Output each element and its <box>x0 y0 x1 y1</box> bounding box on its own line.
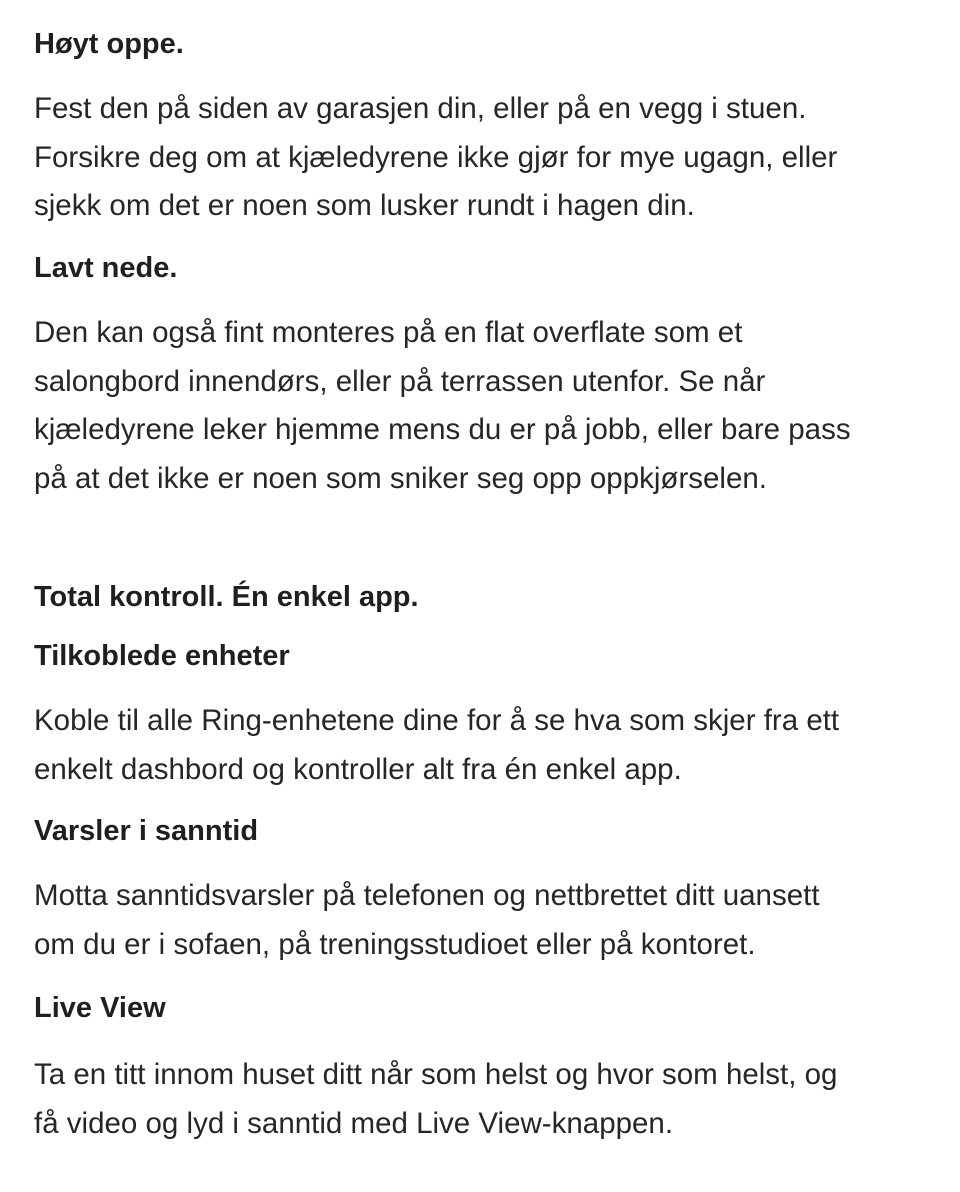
text-line: sjekk om det er noen som lusker rundt i hagen din. <box>34 189 695 222</box>
paragraph-lavt-nede <box>34 309 934 503</box>
paragraph-live-view <box>34 1051 934 1148</box>
heading-tilkoblede-enheter: Tilkoblede enheter <box>34 640 290 672</box>
heading-live-view: Live View <box>34 992 166 1024</box>
text-line: kjæledyrene leker hjemme mens du er på jobb, eller bare pass <box>34 413 851 446</box>
text-line: Motta sanntidsvarsler på telefonen og nettbrettet ditt uansett <box>34 879 820 912</box>
heading-hoyt-oppe: Høyt oppe. <box>34 28 184 60</box>
paragraph-tilkoblede-enheter <box>34 697 934 794</box>
heading-varsler-i-sanntid: Varsler i sanntid <box>34 815 259 847</box>
heading-lavt-nede: Lavt nede. <box>34 252 178 284</box>
text-line: få video og lyd i sanntid med Live View-knappen. <box>34 1106 674 1140</box>
text-line: Forsikre deg om at kjæledyrene ikke gjør for mye ugagn, eller <box>34 140 838 174</box>
paragraph-hoyt-oppe <box>34 85 934 231</box>
section-title-total-kontroll: Total kontroll. Én enkel app. <box>34 581 419 613</box>
text-line: Koble til alle Ring-enhetene dine for å se hva som skjer fra ett <box>34 704 840 737</box>
text-line: på at det ikke er noen som sniker seg opp oppkjørselen. <box>34 461 767 495</box>
text-line: Fest den på siden av garasjen din, eller på en vegg i stuen. <box>34 92 807 125</box>
text-line: enkelt dashbord og kontroller alt fra én enkel app. <box>34 752 682 786</box>
text-line: Den kan også fint monteres på en flat overflate som et <box>34 316 743 349</box>
text-line: Ta en titt innom huset ditt når som helst og hvor som helst, og <box>34 1058 838 1091</box>
text-line: om du er i sofaen, på treningsstudioet eller på kontoret. <box>34 927 756 961</box>
paragraph-varsler-i-sanntid <box>34 872 934 969</box>
text-line: salongbord innendørs, eller på terrassen utenfor. Se når <box>34 364 766 398</box>
